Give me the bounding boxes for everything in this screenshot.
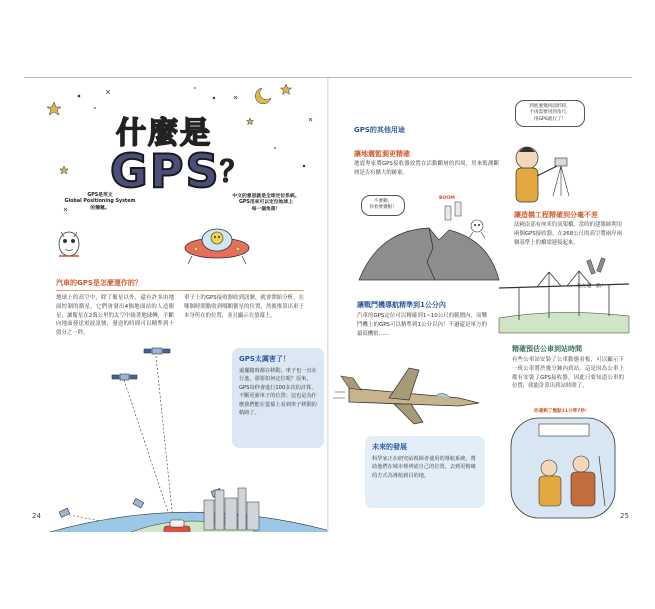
book-spread [24,78,632,532]
future-title: 未來的發展 [372,443,407,451]
right-page [329,78,632,532]
use2-heading: 讓造橋工程精確到分毫不差 [514,211,598,219]
surveyor-illustration [507,130,597,220]
note-gps-english: GPS是英文 Global Positioning System 的簡稱。 [64,193,136,211]
title-question-mark: ？ [220,155,249,188]
title-gps: GPS [110,144,221,198]
right-section-title: GPS的其他用途 [354,126,405,134]
future-development-box [365,436,485,508]
use2-body: 法國南部有座米約高架橋，當時的建築師利用兩個GPS接收器，在268公尺的高空將兩岸兩個基準上的橋梁連接起來。 [514,222,622,246]
earthquake-illustration [349,200,509,280]
paragraph-receiver: 車子上的GPS接收器收到訊號，就會開始分析，在哪個時間點收到哪顆衛星的位置，然後推算出車子本身所在的位置，並且顯示在螢幕上。 [184,295,304,319]
bridge-illustration [499,258,629,333]
bus-sign: 你還剩了幾點11分零7秒！ [534,409,590,414]
top-speech-bubble: 到底要幾何面形時， 不再需要用到角尺， 用GPS就行了！ [515,100,585,127]
use3-heading: 讓戰鬥機導航精準到1公分內 [357,301,446,309]
bus-stop-illustration [509,416,619,521]
satellite-icon [59,348,222,517]
page-number-left: 24 [32,512,41,520]
use1-speech-bubble: 不要動， 你看要幾根！ [361,195,405,216]
boom-sign: BOOM [439,196,455,201]
moon-icon [255,88,271,104]
page-number-right: 25 [620,512,629,520]
heading-rule [56,290,304,291]
box-body: 還擺隨時都在移動，車子也一直在行進，那要如何定位呢？原來，GPS每秒會進行100多次的計算，不斷更新車子的位置；這也是為什麼我們能在螢幕上看到車子移動的軌跡了。 [239,368,317,417]
note-gps-chinese: 中文的意思就是全球定位系統。 GPS用來可以定位地球上 每一個角落！ [232,194,300,212]
use1-heading: 讓地震監測更精確 [354,150,410,158]
star-icon [247,118,254,125]
use4-heading: 精確預估公車到站時間 [512,345,582,353]
use1-body: 地震專家將GPS接收器放置在活動斷層的四周，用來監測斷層是否有擴大的跡象。 [354,161,499,176]
left-page [24,78,327,532]
star-icon [47,102,61,115]
use4-body: 有些公車站安裝了公車動態看板，可以顯示下一班公車將於幾分鐘內到站。這是因為公車上都有安裝了GPS接收器，因此只要知道公車的位置，就能計算出到站時間了。 [512,357,624,390]
future-body: 科學家正在研究給視障者使用的導航系統，幫助他們在城市裡辨認自己的位置，去到更精確的方式為導航到目的地。 [372,456,476,479]
satellites-earth-illustration [24,340,327,532]
box-title: GPS太厲害了！ [239,355,290,363]
title-line-1: 什麼是 [116,116,212,151]
paragraph-satellites: 地球上的高空中，除了衛星以外，還有許多由地面控制的衛星，它們會發出4個地面站的人造衛星，讓衛星在2萬公里的太空中繞著地球轉，不斷向地面發送電波訊號，發送的時間可以精準到十億分之一秒。 [56,295,174,336]
section-heading-how-car-gps-works: 汽車的GPS是怎麼運作的？ [56,279,142,287]
star-icon [281,84,292,95]
bridge-caption: 往左邊一點！ [577,284,606,289]
fighter-jet-illustration [339,358,489,428]
use3-body: 汽車的GPS定位可以精確到1~10公尺的範圍內，而戰鬥機上的GPS可以精準到1公分以內！不過還是軍方的最高機密…… [357,313,487,337]
alien-character [54,224,84,260]
star-icon [60,166,68,174]
ufo-illustration [182,218,252,268]
